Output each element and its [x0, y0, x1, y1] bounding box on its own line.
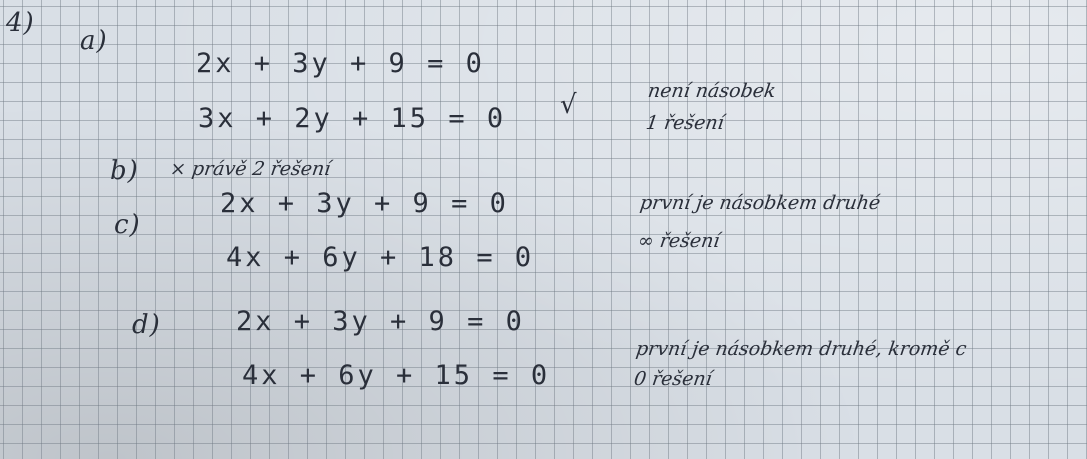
part-a-equation-2: 3x + 2y + 15 = 0 [198, 103, 507, 134]
part-c-note-2: ∞ řešení [636, 230, 722, 252]
part-a-note-2: 1 řešení [644, 112, 726, 134]
part-c-label: c) [114, 210, 141, 240]
part-c-equation-1: 2x + 3y + 9 = 0 [220, 188, 509, 219]
problem-number: 4) [6, 8, 35, 38]
part-d-note-2: 0 řešení [632, 368, 714, 390]
part-a-note-1: není násobek [646, 80, 778, 102]
part-a-equation-1: 2x + 3y + 9 = 0 [196, 48, 485, 79]
part-b-label: b) [110, 156, 139, 186]
part-d-equation-2: 4x + 6y + 15 = 0 [242, 360, 551, 391]
part-d-note-1: první je násobkem druhé, kromě c [634, 338, 968, 360]
part-a-label: a) [80, 26, 108, 56]
part-c-equation-2: 4x + 6y + 18 = 0 [226, 242, 535, 273]
part-c-note-1: první je násobkem druhé [638, 192, 882, 214]
part-b-note: × právě 2 řešení [168, 158, 332, 180]
part-d-equation-1: 2x + 3y + 9 = 0 [236, 306, 525, 337]
check-mark: √ [560, 90, 578, 120]
part-d-label: d) [132, 310, 161, 340]
